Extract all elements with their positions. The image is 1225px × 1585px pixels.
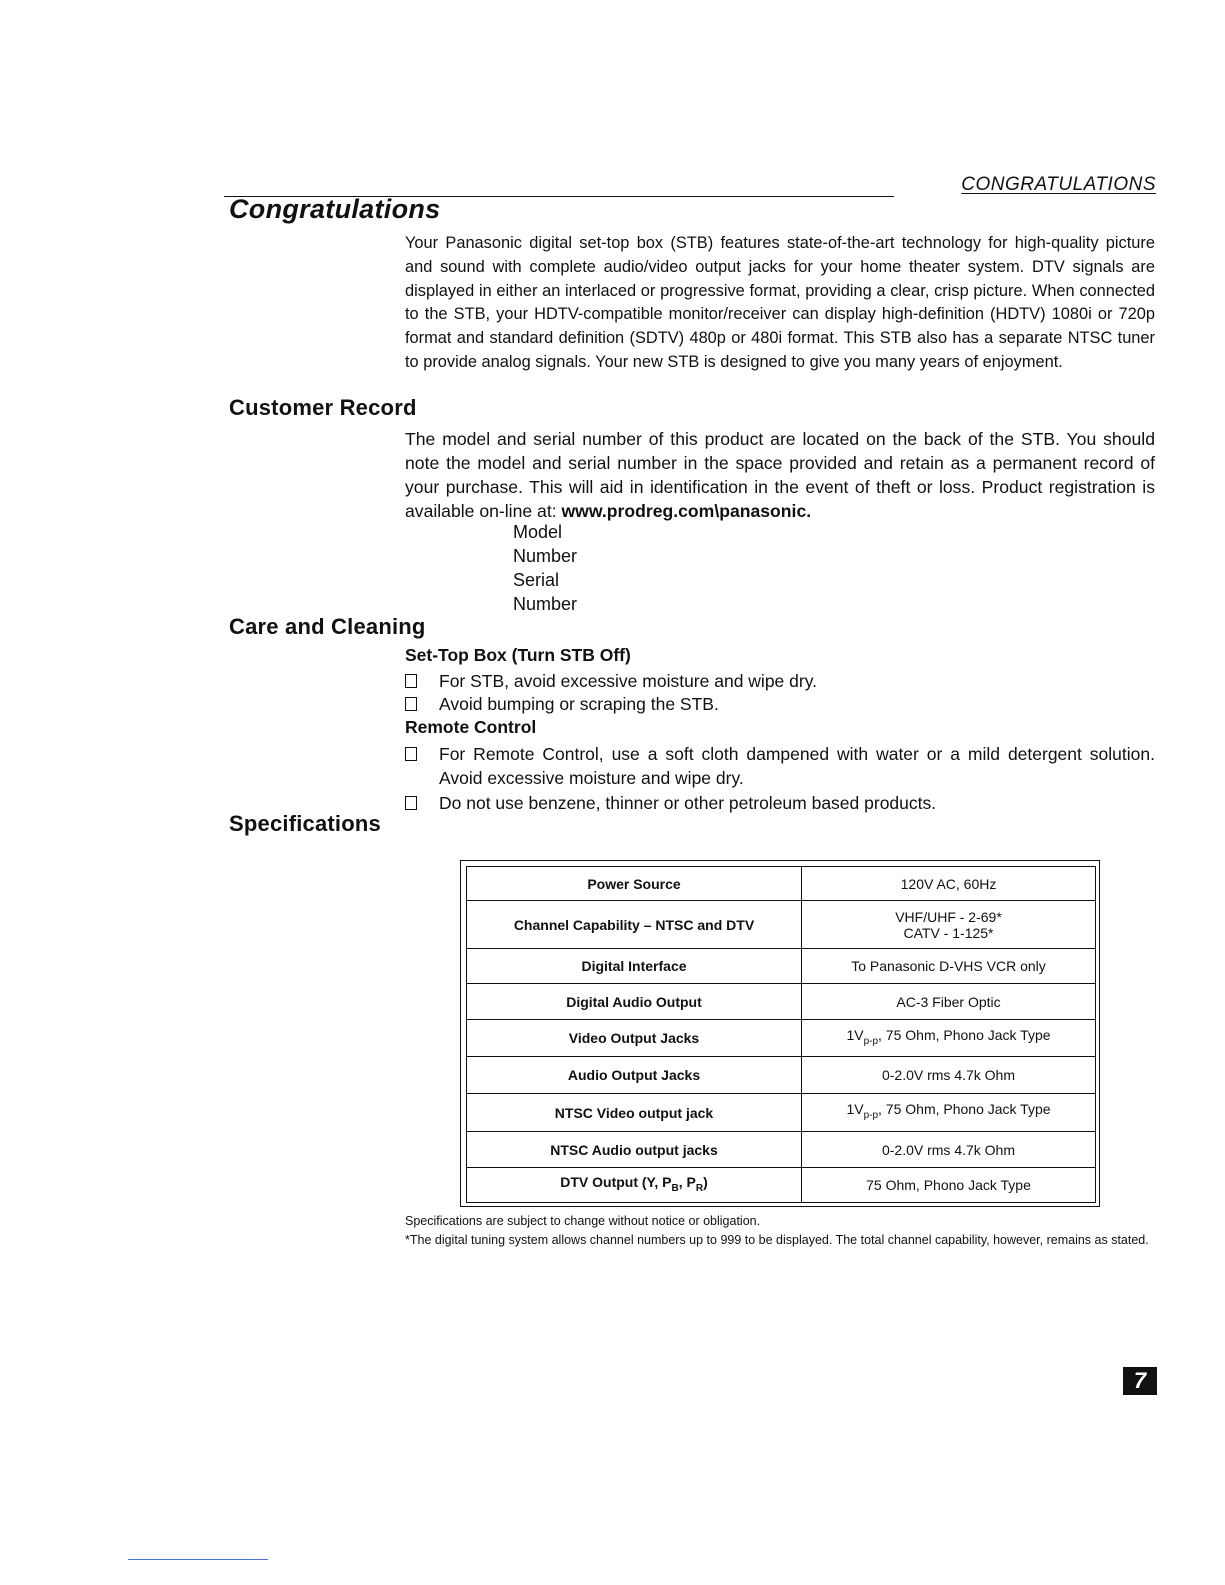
spec-note-change: Specifications are subject to change without notice or obligation. bbox=[405, 1214, 761, 1228]
spec-label: Power Source bbox=[467, 867, 802, 901]
section-title-care-cleaning: Care and Cleaning bbox=[229, 614, 426, 639]
spec-label-mid: , P bbox=[678, 1173, 696, 1190]
stb-care-heading: Set-Top Box (Turn STB Off) bbox=[405, 645, 631, 665]
spec-label bbox=[467, 1168, 802, 1203]
spec-value-post: , 75 Ohm, Phono Jack Type bbox=[878, 1026, 1051, 1043]
spec-label: NTSC Audio output jacks bbox=[467, 1132, 802, 1168]
spec-value-line-2: CATV - 1-125* bbox=[903, 924, 994, 941]
footer-link-underline bbox=[128, 1559, 268, 1560]
spec-value: 0-2.0V rms 4.7k Ohm bbox=[802, 1057, 1096, 1094]
spec-label: Video Output Jacks bbox=[467, 1020, 802, 1057]
serial-number-label bbox=[513, 568, 577, 616]
page-number-badge: 7 bbox=[1123, 1367, 1157, 1395]
spec-value bbox=[802, 901, 1096, 949]
congratulations-body: Your Panasonic digital set-top box (STB) features state-of-the-art technology for high-quality picture and sound with complete audio/video output jacks for your home theater system. DTV signals are displayed in either an interlaced or progressive format, providing a clear, crisp picture. When connected to the STB, your HDTV-compatible monitor/receiver can display high-definition (HDTV) 1080i or 720p format and standard definition (SDTV) 480p or 480i format. This STB also has a separate NTSC tuner to provide analog signals. Your new STB is designed to give you many years of enjoyment. bbox=[405, 234, 1155, 371]
spec-label: NTSC Video output jack bbox=[467, 1094, 802, 1132]
list-item bbox=[405, 742, 1155, 790]
section-title-customer-record: Customer Record bbox=[229, 395, 417, 420]
serial-label-line-2: Number bbox=[513, 594, 578, 614]
model-number-label bbox=[513, 520, 577, 568]
spec-value-line-1: VHF/UHF - 2-69* bbox=[895, 908, 1002, 925]
spec-value bbox=[802, 1094, 1096, 1132]
spec-label: Channel Capability – NTSC and DTV bbox=[467, 901, 802, 949]
list-item-text: Avoid bumping or scraping the STB. bbox=[439, 694, 719, 714]
serial-label-line-1: Serial bbox=[513, 570, 560, 590]
table-row bbox=[467, 901, 1096, 949]
remote-care-heading: Remote Control bbox=[405, 717, 537, 737]
spec-label-sub-b: B bbox=[671, 1182, 679, 1194]
spec-label: Digital Audio Output bbox=[467, 984, 802, 1020]
running-header: CONGRATULATIONS bbox=[961, 174, 1156, 195]
spec-value: 120V AC, 60Hz bbox=[802, 867, 1096, 901]
model-label-line-1: Model bbox=[513, 522, 563, 542]
customer-record-text: The model and serial number of this product are located on the back of the STB. You should note the model and serial number in the space provided and retain as a permanent record of your purchase. This will aid in identification in the event of theft or loss. Product registration is available on-line at: bbox=[405, 429, 1155, 521]
table-row bbox=[467, 1020, 1096, 1057]
model-label-line-2: Number bbox=[513, 546, 578, 566]
spec-value-pre: 1V bbox=[846, 1101, 864, 1118]
spec-label-sub-r: R bbox=[695, 1182, 704, 1194]
list-item bbox=[405, 791, 1155, 815]
table-row bbox=[467, 1168, 1096, 1203]
list-item bbox=[405, 669, 1155, 693]
list-item-text: For STB, avoid excessive moisture and wipe dry. bbox=[439, 671, 818, 691]
checkbox-bullet-icon bbox=[405, 697, 417, 711]
table-row bbox=[467, 1057, 1096, 1094]
list-item-text: For Remote Control, use a soft cloth dampened with water or a mild detergent solution. Avoid excessive moisture and wipe dry. bbox=[439, 744, 1155, 788]
section-title-congratulations: Congratulations bbox=[229, 194, 441, 224]
section-title-specifications: Specifications bbox=[229, 811, 381, 836]
spec-value-sub: p-p bbox=[863, 1035, 879, 1047]
checkbox-bullet-icon bbox=[405, 747, 417, 761]
list-item-text: Do not use benzene, thinner or other petroleum based products. bbox=[439, 793, 937, 813]
customer-record-body bbox=[405, 427, 1155, 523]
spec-value-sub: p-p bbox=[863, 1109, 879, 1121]
spec-label-post: ) bbox=[703, 1173, 708, 1190]
spec-note-channels: *The digital tuning system allows channel numbers up to 999 to be displayed. The total channel capability, however, remains as stated. bbox=[405, 1233, 1149, 1247]
spec-value-post: , 75 Ohm, Phono Jack Type bbox=[878, 1101, 1051, 1118]
registration-url[interactable]: www.prodreg.com\panasonic. bbox=[561, 501, 812, 521]
table-row bbox=[467, 984, 1096, 1020]
spec-value: 0-2.0V rms 4.7k Ohm bbox=[802, 1132, 1096, 1168]
spec-value: AC-3 Fiber Optic bbox=[802, 984, 1096, 1020]
spec-value: To Panasonic D-VHS VCR only bbox=[802, 949, 1096, 984]
spec-value-pre: 1V bbox=[846, 1026, 864, 1043]
spec-table bbox=[466, 866, 1096, 1203]
checkbox-bullet-icon bbox=[405, 796, 417, 810]
spec-label: Digital Interface bbox=[467, 949, 802, 984]
spec-value bbox=[802, 1020, 1096, 1057]
list-item bbox=[405, 692, 1155, 716]
checkbox-bullet-icon bbox=[405, 674, 417, 688]
spec-label-pre: DTV Output (Y, P bbox=[560, 1173, 672, 1190]
table-row bbox=[467, 1132, 1096, 1168]
table-row bbox=[467, 1094, 1096, 1132]
spec-label: Audio Output Jacks bbox=[467, 1057, 802, 1094]
table-row bbox=[467, 867, 1096, 901]
spec-value: 75 Ohm, Phono Jack Type bbox=[802, 1168, 1096, 1203]
table-row bbox=[467, 949, 1096, 984]
